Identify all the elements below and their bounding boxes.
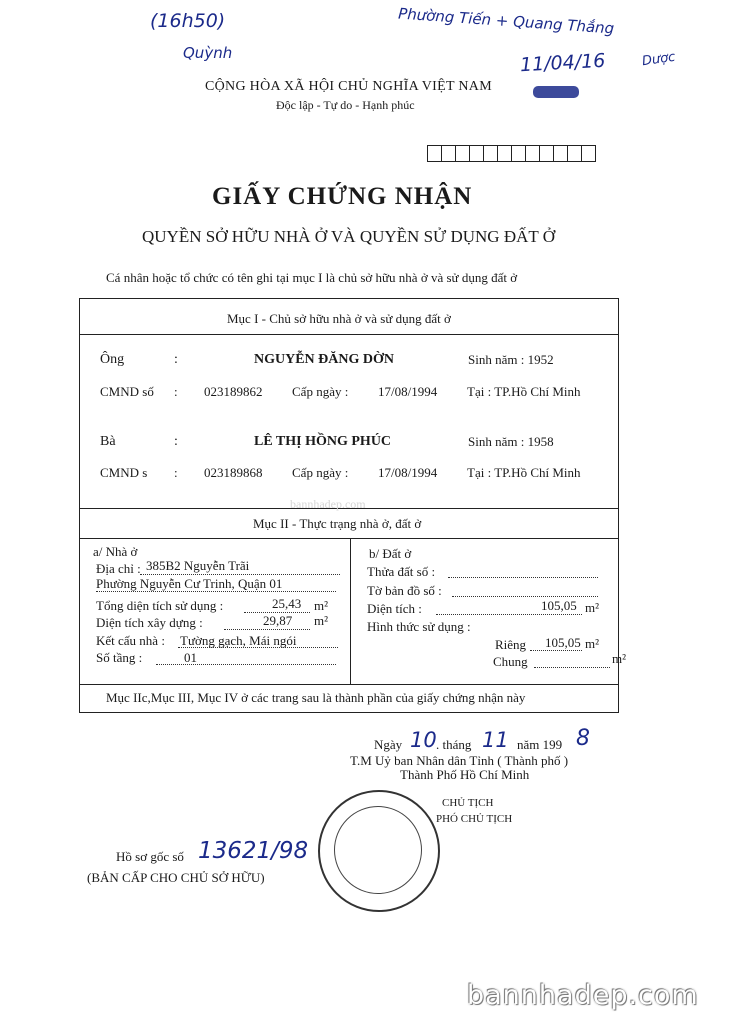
owner2-name: LÊ THỊ HỒNG PHÚC — [254, 434, 392, 449]
handwritten-number: (16h50) — [150, 10, 226, 32]
owner1-title: Ông — [100, 352, 125, 367]
date-year-label: năm 199 — [517, 737, 563, 752]
owner2-id-label: CMND s — [100, 465, 148, 480]
owner1-issue-date: 17/08/1994 — [378, 384, 438, 399]
date-day-value: 10 — [410, 728, 437, 752]
private-value: 105,05 — [545, 635, 581, 650]
owner1-name: NGUYỄN ĐĂNG DỜN — [254, 352, 394, 367]
house-heading: a/ Nhà ở — [93, 544, 138, 559]
land-heading: b/ Đất ở — [369, 546, 412, 561]
owner2-sep: : — [174, 434, 178, 449]
handwritten-names: Phường Tiến + Quang Thắng — [397, 4, 615, 38]
motto: Độc lập - Tự do - Hạnh phúc — [276, 98, 415, 112]
file-ref-label: Hồ sơ gốc số — [116, 849, 184, 864]
date-year-digit: 8 — [576, 726, 590, 751]
owner1-issue-label: Cấp ngày : — [292, 384, 349, 399]
parcel-label: Thửa đất số : — [367, 564, 436, 579]
divider — [80, 538, 618, 539]
shared-unit: m² — [612, 651, 627, 666]
private-unit: m² — [585, 636, 600, 651]
total-area-value: 25,43 — [272, 596, 302, 611]
dotted-line — [452, 596, 598, 597]
section2-heading: Mục II - Thực trạng nhà ở, đất ở — [253, 516, 422, 531]
authority-line1: T.M Uỷ ban Nhân dân Tỉnh ( Thành phố ) — [350, 753, 569, 768]
owner2-place: Tại : TP.Hồ Chí Minh — [467, 465, 581, 480]
intro-text: Cá nhân hoặc tổ chức có tên ghi tại mục I là chủ sở hữu nhà ở và sử dụng đất ở — [106, 270, 518, 285]
file-ref-number: 13621/98 — [198, 838, 309, 864]
footer-note: Mục IIc,Mục III, Mục IV ở các trang sau là thành phần của giấy chứng nhận này — [106, 690, 526, 705]
file-ref-note: (BẢN CẤP CHO CHỦ SỞ HỮU) — [87, 870, 265, 885]
dotted-line — [140, 574, 340, 575]
owner2-issue-label: Cấp ngày : — [292, 465, 349, 480]
section1-heading: Mục I - Chủ sở hữu nhà ở và sử dụng đất ở — [227, 311, 451, 326]
owner2-title: Bà — [100, 434, 116, 449]
owner1-id-label: CMND số — [100, 384, 154, 399]
owner1-id: 023189862 — [204, 384, 263, 399]
document-subtitle: QUYỀN SỞ HỮU NHÀ Ở VÀ QUYỀN SỬ DỤNG ĐẤT Ở — [142, 227, 555, 246]
built-area-value: 29,87 — [263, 613, 293, 628]
dotted-line — [436, 614, 582, 615]
shared-label: Chung — [493, 654, 528, 669]
role-vice-chairman: PHÓ CHỦ TỊCH — [436, 813, 513, 825]
address-line2: Phường Nguyễn Cư Trinh, Quận 01 — [96, 576, 283, 591]
owner1-sep: : — [174, 352, 178, 367]
handwritten-initials: Dược — [641, 49, 677, 70]
structure-label: Kết cấu nhà : — [96, 633, 165, 648]
owner2-id: 023189868 — [204, 465, 263, 480]
owner2-birth: Sinh năm : 1958 — [468, 434, 554, 449]
floors-label: Số tầng : — [96, 650, 143, 665]
seal-emblem — [334, 806, 422, 894]
handwritten-date: 11/04/16 — [519, 49, 606, 77]
land-area-value: 105,05 — [541, 598, 577, 613]
ink-scribble — [533, 86, 579, 98]
built-area-unit: m² — [314, 613, 329, 628]
owner2-issue-date: 17/08/1994 — [378, 465, 438, 480]
dotted-line — [178, 647, 338, 648]
role-chairman: CHỦ TỊCH — [442, 797, 494, 809]
floors-value: 01 — [184, 650, 197, 665]
dotted-line — [534, 667, 610, 668]
private-label: Riêng — [495, 637, 527, 652]
watermark-center: bannhadep.com — [290, 497, 366, 511]
total-area-label: Tổng diện tích sử dụng : — [96, 598, 224, 613]
watermark-bottom: bannhadep.com — [467, 980, 699, 1011]
address-label: Địa chỉ : — [96, 561, 141, 576]
owner1-id-sep: : — [174, 384, 178, 399]
structure-value: Tường gạch, Mái ngói — [180, 633, 297, 648]
total-area-unit: m² — [314, 598, 329, 613]
address-line1: 385B2 Nguyễn Trãi — [146, 558, 250, 573]
official-seal — [318, 790, 440, 912]
country-header: CỘNG HÒA XÃ HỘI CHỦ NGHĨA VIỆT NAM — [205, 79, 492, 94]
land-area-unit: m² — [585, 600, 600, 615]
owner1-birth: Sinh năm : 1952 — [468, 352, 554, 367]
column-divider — [350, 539, 351, 684]
dotted-line — [156, 664, 336, 665]
authority-line2: Thành Phố Hồ Chí Minh — [400, 767, 530, 782]
date-day-label: Ngày — [374, 737, 403, 752]
date-month-label: . tháng — [436, 737, 472, 752]
dotted-line — [96, 591, 336, 592]
date-month-value: 11 — [482, 728, 509, 752]
owner1-place: Tại : TP.Hồ Chí Minh — [467, 384, 581, 399]
dotted-line — [448, 577, 598, 578]
dotted-line — [224, 629, 310, 630]
owner2-id-sep: : — [174, 465, 178, 480]
land-area-label: Diện tích : — [367, 601, 422, 616]
divider — [80, 684, 618, 685]
serial-number-boxes — [427, 145, 595, 162]
usage-label: Hình thức sử dụng : — [367, 619, 471, 634]
divider — [80, 334, 618, 335]
handwritten-signature: Quỳnh — [183, 44, 233, 62]
map-sheet-label: Tờ bản đồ số : — [367, 583, 442, 598]
built-area-label: Diện tích xây dựng : — [96, 615, 203, 630]
document-title: GIẤY CHỨNG NHẬN — [212, 183, 473, 210]
